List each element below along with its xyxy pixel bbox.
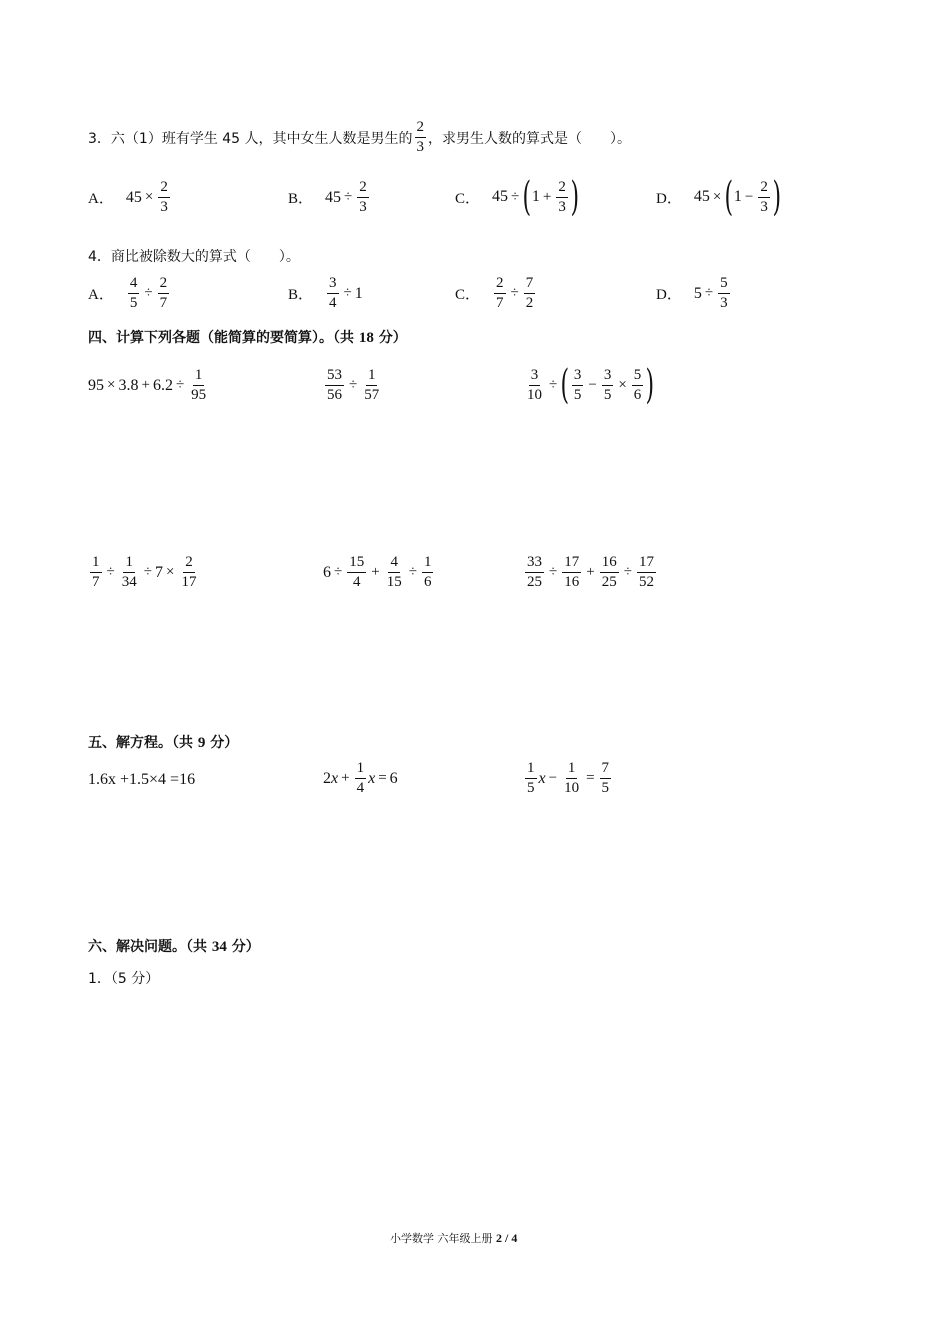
fraction: $\frac{2}{3}$ bbox=[416, 119, 425, 155]
q4-option-b: B． $\frac{3}{4}$ ÷ 1 bbox=[288, 275, 363, 311]
page-number: 2 / 4 bbox=[496, 1231, 518, 1245]
q3-option-c: C． 45 ÷ ( 1 + $\frac{2}{3}$ ) bbox=[455, 174, 579, 220]
question-3 bbox=[88, 120, 631, 155]
q3-option-d: D． 45 × ( 1 − $\frac{2}{3}$ ) bbox=[656, 174, 781, 220]
q4-option-c: C． $\frac{2}{7}$ ÷ $\frac{7}{2}$ bbox=[455, 275, 534, 311]
q4-option-a: A． $\frac{4}{5}$ ÷ $\frac{2}{7}$ bbox=[88, 275, 168, 311]
equation-3: $\frac{1}{5}$ x − $\frac{1}{10}$ = $\frac{7}{5}$ bbox=[527, 760, 610, 796]
q3-option-b: B． 45 ÷ $\frac{2}{3}$ bbox=[288, 179, 367, 215]
section-6-heading: 六、解决问题。（共 34 分） bbox=[88, 939, 260, 955]
calc-expression-6: $\frac{33}{25}$ ÷ $\frac{17}{16}$ + $\frac{16}{25}$ ÷ $\frac{17}{52}$ bbox=[527, 554, 654, 590]
calc-expression-4: $\frac{1}{7}$ ÷ $\frac{1}{34}$ ÷ 7 × $\frac{2}{17}$ bbox=[92, 554, 197, 590]
section-6-question-1: 1．（5 分） bbox=[88, 971, 160, 987]
question-3-suffix: ，求男生人数的算式是（ ）。 bbox=[428, 130, 632, 147]
q4-option-d: D． 5 ÷ $\frac{5}{3}$ bbox=[656, 275, 728, 311]
question-4: 4．商比被除数大的算式（ ）。 bbox=[88, 249, 300, 265]
question-3-prefix: 3．六（1）班有学生 45 人，其中女生人数是男生的 bbox=[88, 130, 413, 147]
footer-text: 小学数学 六年级上册 bbox=[390, 1232, 496, 1245]
equation-2: 2 x + $\frac{1}{4}$ x = 6 bbox=[323, 760, 398, 796]
section-5-heading: 五、解方程。（共 9 分） bbox=[88, 735, 239, 751]
calc-expression-5: 6 ÷ $\frac{15}{4}$ + $\frac{4}{15}$ ÷ $\frac{1}{6}$ bbox=[323, 554, 432, 590]
calc-expression-3: $\frac{3}{10}$ ÷ ( $\frac{3}{5}$ − $\frac{3}{5}$ × $\frac{5}{6}$ ) bbox=[527, 362, 655, 408]
equation-1: 1.6x +1.5×4 =16 bbox=[88, 771, 196, 788]
page-footer bbox=[390, 1230, 517, 1246]
q3-option-a: A． 45 × $\frac{2}{3}$ bbox=[88, 179, 168, 215]
calc-expression-1: 95 × 3.8 + 6.2 ÷ $\frac{1}{95}$ bbox=[88, 367, 207, 403]
section-4-heading: 四、计算下列各题（能简算的要简算）。（共 18 分） bbox=[88, 330, 407, 346]
calc-expression-2: $\frac{53}{56}$ ÷ $\frac{1}{57}$ bbox=[327, 367, 380, 403]
